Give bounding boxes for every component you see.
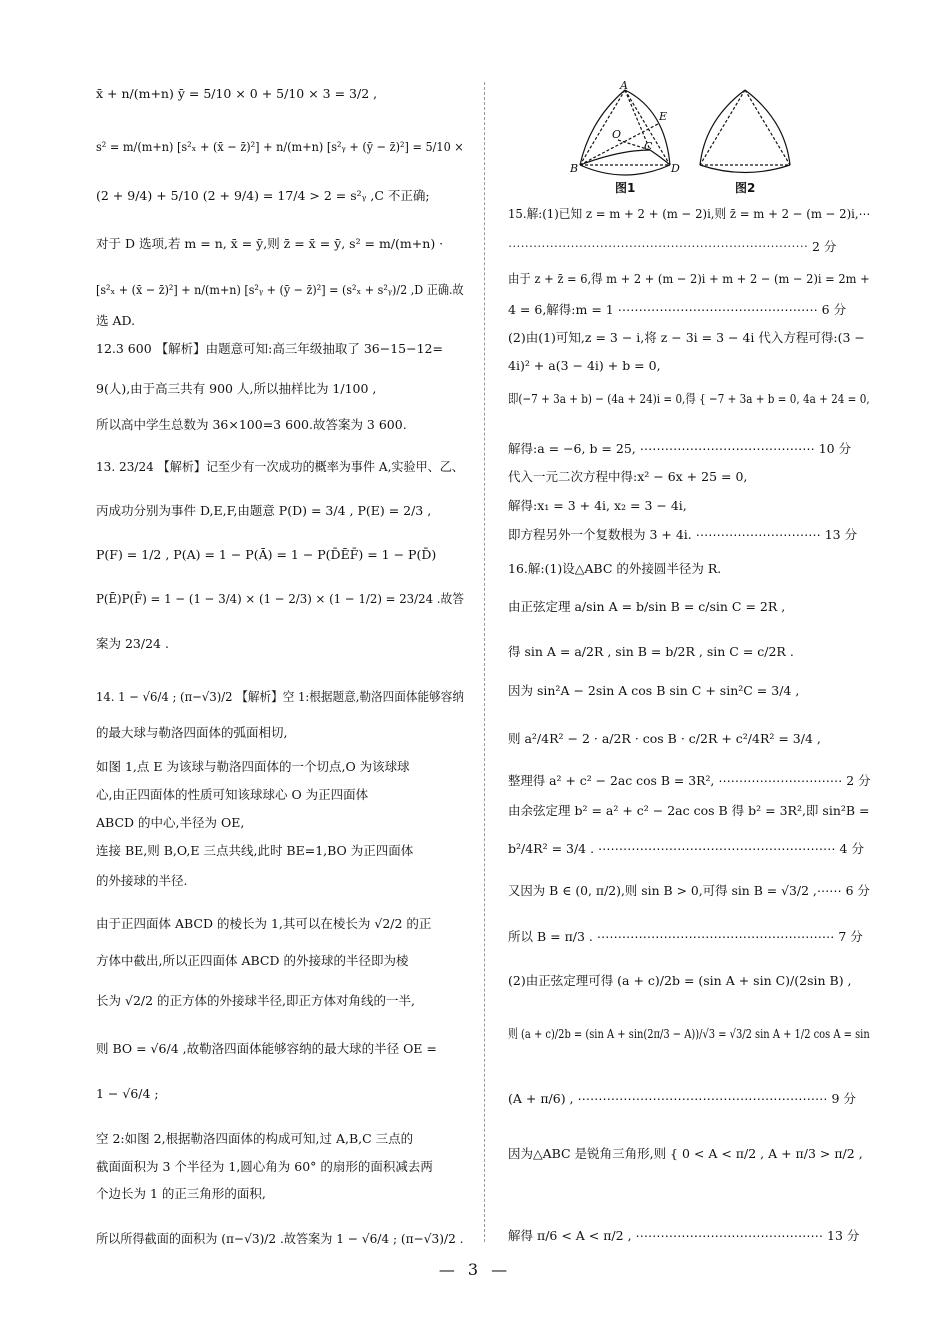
left-column-text-line: s² = m/(m+n) [s²ₓ + (x̄ − z̄)²] + n/(m+n) [s²ᵧ + (ȳ − z̄)²] = 5/10 ×	[96, 139, 464, 154]
left-column-text-line: 13. 23/24 【解析】记至少有一次成功的概率为事件 A,实验甲、乙、	[96, 459, 464, 474]
right-column-text-line: 得 sin A = a/2R , sin B = b/2R , sin C = c/2R .	[508, 644, 794, 659]
left-column-text-line: 对于 D 选项,若 m = n, x̄ = ȳ,则 z̄ = x̄ = ȳ, s² = m/(m+n) ·	[96, 236, 444, 251]
left-column-text-line: 9(人),由于高三共有 900 人,所以抽样比为 1/100 ,	[96, 381, 377, 396]
left-column-text-line: x̄ + n/(m+n) ȳ = 5/10 × 0 + 5/10 × 3 = 3/2 ,	[96, 86, 378, 101]
right-column-text-line: 代入一元二次方程中得:x² − 6x + 25 = 0,	[508, 469, 748, 484]
point-e-label: E	[659, 110, 668, 123]
right-column-text-line: (A + π/6) , ⋯⋯⋯⋯⋯⋯⋯⋯⋯⋯⋯⋯⋯⋯⋯⋯⋯⋯⋯⋯ 9 分	[508, 1091, 856, 1106]
right-column-text-line: 4 = 6,解得:m = 1 ⋯⋯⋯⋯⋯⋯⋯⋯⋯⋯⋯⋯⋯⋯⋯⋯ 6 分	[508, 302, 847, 317]
right-column-text-line: 又因为 B ∈ (0, π/2),则 sin B > 0,可得 sin B = √3/2 ,⋯⋯ 6 分	[508, 883, 870, 898]
right-column-text-line: (2)由(1)可知,z = 3 − i,将 z − 3i = 3 − 4i 代入方程可得:(3 −	[508, 330, 865, 345]
left-column-text-line: 的最大球与勒洛四面体的弧面相切,	[96, 725, 288, 740]
right-column-text-line: b²/4R² = 3/4 . ⋯⋯⋯⋯⋯⋯⋯⋯⋯⋯⋯⋯⋯⋯⋯⋯⋯⋯⋯ 4 分	[508, 841, 864, 856]
left-column-text-line: [s²ₓ + (x̄ − z̄)²] + n/(m+n) [s²ᵧ + (ȳ − z̄)²] = (s²ₓ + s²ᵧ)/2 ,D 正确.故	[96, 282, 464, 297]
left-column-text-line: 由于正四面体 ABCD 的棱长为 1,其可以在棱长为 √2/2 的正	[96, 916, 432, 931]
right-column-text-line: 16.解:(1)设△ABC 的外接圆半径为 R.	[508, 561, 722, 576]
left-column-text-line: 方体中截出,所以正四面体 ABCD 的外接球的半径即为棱	[96, 953, 409, 968]
figure-1-label: 图1	[615, 181, 636, 195]
right-column-text-line: 解得:x₁ = 3 + 4i, x₂ = 3 − 4i,	[508, 498, 687, 513]
figure-1-points	[570, 80, 680, 175]
right-column-text-line: 解得 π/6 < A < π/2 , ⋯⋯⋯⋯⋯⋯⋯⋯⋯⋯⋯⋯⋯⋯⋯ 13 分	[508, 1228, 860, 1243]
right-column-text-line: 由于 z + z̄ = 6,得 m + 2 + (m − 2)i + m + 2 − (m − 2)i = 2m +	[508, 271, 870, 286]
left-column-text-line: 长为 √2/2 的正方体的外接球半径,即正方体对角线的一半,	[96, 993, 415, 1008]
left-column-text-line: 12.3 600 【解析】由题意可知:高三年级抽取了 36−15−12=	[96, 341, 443, 356]
left-column-text-line: 1 − √6/4 ;	[96, 1086, 159, 1101]
left-column-text-line: 案为 23/24 .	[96, 636, 169, 651]
right-column-text-line: (2)由正弦定理可得 (a + c)/2b = (sin A + sin C)/(2sin B) ,	[508, 973, 852, 988]
left-column-text-line: 连接 BE,则 B,O,E 三点共线,此时 BE=1,BO 为正四面体	[96, 843, 414, 858]
reuleaux-tetrahedron-figure	[570, 80, 810, 200]
figure-1	[580, 90, 670, 175]
right-column-text-line: 解得:a = −6, b = 25, ⋯⋯⋯⋯⋯⋯⋯⋯⋯⋯⋯⋯⋯⋯ 10 分	[508, 441, 852, 456]
left-column-text-line: 截面面积为 3 个半径为 1,圆心角为 60° 的扇形的面积减去两	[96, 1159, 433, 1174]
right-column-text-line: 则 (a + c)/2b = (sin A + sin(2π/3 − A))/√3 = √3/2 sin A + 1/2 cos A = sin	[508, 1026, 870, 1041]
right-column-text-line: 即(−7 + 3a + b) − (4a + 24)i = 0,得 { −7 + 3a + b = 0, 4a + 24 = 0,	[508, 391, 870, 406]
page-number: — 3 —	[438, 1260, 512, 1279]
point-a-label: A	[620, 80, 628, 92]
left-column-text-line: 心,由正四面体的性质可知该球球心 O 为正四面体	[96, 787, 369, 802]
right-column-text-line: 因为 sin²A − 2sin A cos B sin C + sin²C = 3/4 ,	[508, 683, 800, 698]
left-column-text-line: 14. 1 − √6/4 ; (π−√3)/2 【解析】空 1:根据题意,勒洛四面体能够容纳	[96, 689, 464, 704]
point-d-label: D	[671, 162, 680, 175]
right-column-text-line: 由余弦定理 b² = a² + c² − 2ac cos B 得 b² = 3R²,即 sin²B =	[508, 803, 870, 818]
right-column-text-line: 4i)² + a(3 − 4i) + b = 0,	[508, 358, 661, 373]
right-column-text-line: 所以 B = π/3 . ⋯⋯⋯⋯⋯⋯⋯⋯⋯⋯⋯⋯⋯⋯⋯⋯⋯⋯⋯ 7 分	[508, 929, 863, 944]
left-column-text-line: 个边长为 1 的正三角形的面积,	[96, 1186, 266, 1201]
point-c-label: C	[644, 140, 653, 153]
right-column-text-line: 因为△ABC 是锐角三角形,则 { 0 < A < π/2 , A + π/3 > π/2 ,	[508, 1146, 863, 1161]
left-column-text-line: P(Ē)P(F̄) = 1 − (1 − 3/4) × (1 − 2/3) × (1 − 1/2) = 23/24 .故答	[96, 591, 464, 606]
left-column-text-line: 的外接球的半径.	[96, 873, 188, 888]
figure-2	[700, 90, 790, 173]
right-column-text-line: 由正弦定理 a/sin A = b/sin B = c/sin C = 2R ,	[508, 599, 786, 614]
left-column-text-line: 所以所得截面的面积为 (π−√3)/2 .故答案为 1 − √6/4 ; (π−√3)/2 .	[96, 1231, 464, 1246]
left-column-text-line: 选 AD.	[96, 313, 136, 328]
column-divider	[484, 82, 485, 1242]
left-column-text-line: 空 2:如图 2,根据勒洛四面体的构成可知,过 A,B,C 三点的	[96, 1131, 414, 1146]
right-column-text-line: 则 a²/4R² − 2 · a/2R · cos B · c/2R + c²/4R² = 3/4 ,	[508, 731, 821, 746]
point-b-label: B	[570, 162, 579, 175]
left-column-text-line: ABCD 的中心,半径为 OE,	[96, 815, 245, 830]
figure-2-label: 图2	[735, 181, 756, 195]
right-column-text-line: ⋯⋯⋯⋯⋯⋯⋯⋯⋯⋯⋯⋯⋯⋯⋯⋯⋯⋯⋯⋯⋯⋯⋯⋯ 2 分	[508, 239, 837, 254]
left-column-text-line: 则 BO = √6/4 ,故勒洛四面体能够容纳的最大球的半径 OE =	[96, 1041, 437, 1056]
right-column-text-line: 15.解:(1)已知 z = m + 2 + (m − 2)i,则 z̄ = m + 2 − (m − 2)i,⋯	[508, 206, 871, 221]
right-column-text-line: 整理得 a² + c² − 2ac cos B = 3R², ⋯⋯⋯⋯⋯⋯⋯⋯⋯⋯ 2 分	[508, 773, 871, 788]
left-column-text-line: P(F) = 1/2 , P(A) = 1 − P(Ā) = 1 − P(D̄ĒF̄) = 1 − P(D̄)	[96, 547, 437, 562]
left-column-text-line: 所以高中学生总数为 36×100=3 600.故答案为 3 600.	[96, 417, 407, 432]
left-column-text-line: 丙成功分别为事件 D,E,F,由题意 P(D) = 3/4 , P(E) = 2/3 ,	[96, 503, 432, 518]
left-column-text-line: 如图 1,点 E 为该球与勒洛四面体的一个切点,O 为该球球	[96, 759, 410, 774]
right-column-text-line: 即方程另外一个复数根为 3 + 4i. ⋯⋯⋯⋯⋯⋯⋯⋯⋯⋯ 13 分	[508, 527, 858, 542]
point-o-label: O	[612, 128, 622, 141]
left-column-text-line: (2 + 9/4) + 5/10 (2 + 9/4) = 17/4 > 2 = s²ᵧ ,C 不正确;	[96, 188, 430, 203]
